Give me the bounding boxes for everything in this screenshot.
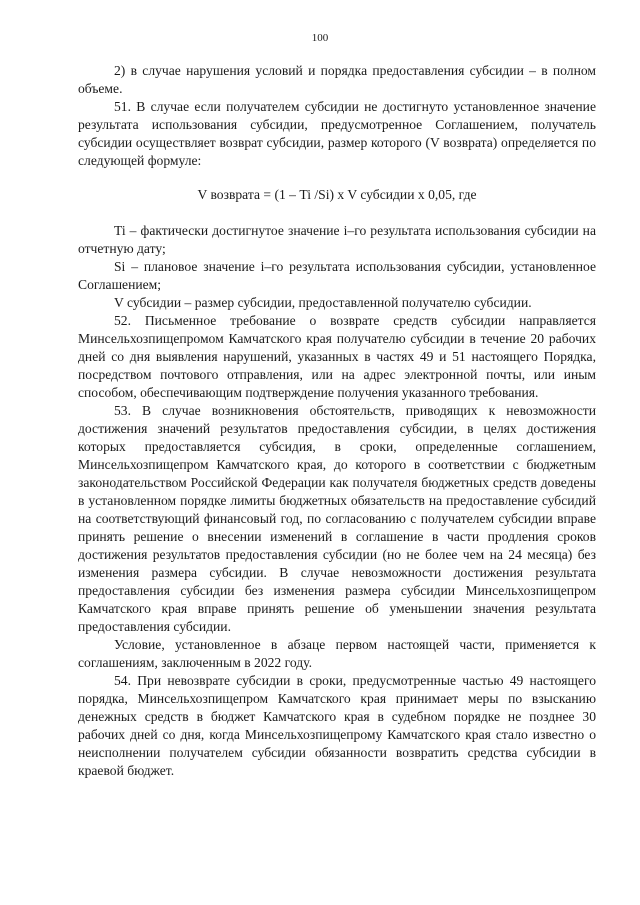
- paragraph-item-2: 2) в случае нарушения условий и порядка предоставления субсидии – в полном объеме.: [78, 63, 596, 96]
- definition-ti: Ti – фактически достигнутое значение i–го результата использования субсидии на отчетную дату;: [78, 223, 596, 256]
- definition-si: Si – плановое значение i–го результата использования субсидии, установленное Соглашением;: [78, 259, 596, 292]
- paragraph-53: 53. В случае возникновения обстоятельств, приводящих к невозможности достижения значений результатов предоставления субсидии, в целях достижения которых предоставляется субсидия, в сроки, определенные соглашением, Минсельхозпищепром Камчатского края, до которого в соответствии с бюджетным законодательством Российской Федерации как получателя бюджетных средств доведены в установленном порядке лимиты бюджетных обязательств на предоставление субсидий на соответствующий финансовый год, по согласованию с получателем субсидии вправе принять решение о внесении изменений в соглашение в части продления сроков достижения результатов предоставления субсидии (но не более чем на 24 месяца) без изменения размера субсидии. В случае невозможности достижения результата предоставления субсидии без изменения размера субсидии Минсельхозпищепром Камчатского края вправе принять решение об уменьшении значения результата предоставления субсидии.: [78, 403, 596, 634]
- document-body: [78, 62, 596, 780]
- definition-v-subsidy: V субсидии – размер субсидии, предоставленной получателю субсидии.: [114, 295, 532, 310]
- paragraph-52: 52. Письменное требование о возврате средств субсидии направляется Минсельхозпищепромом Камчатского края получателю субсидии в течение 20 рабочих дней со дня выявления нарушений, указанных в частях 49 и 51 настоящего Порядка, посредством почтового отправления, или на адрес электронной почты, или иным способом, обеспечивающим подтверждение получения указанного требования.: [78, 313, 596, 400]
- refund-formula: V возврата = (1 – Ti /Si) x V субсидии x 0,05, где: [197, 187, 477, 202]
- paragraph-53-condition: Условие, установленное в абзаце первом настоящей части, применяется к соглашениям, заключенным в 2022 году.: [78, 637, 596, 670]
- page-number: 100: [311, 32, 329, 44]
- paragraph-54: 54. При невозврате субсидии в сроки, предусмотренные частью 49 настоящего порядка, Минсельхозпищепром Камчатского края принимает меры по взысканию денежных средств в бюджет Камчатского края в судебном порядке не позднее 30 рабочих дней со дня, когда Минсельхозпищепрому Камчатского края стало известно о неисполнении получателем субсидии обязанности возвратить средства субсидии в краевой бюджет.: [78, 673, 596, 778]
- paragraph-51: 51. В случае если получателем субсидии не достигнуто установленное значение результата использования субсидии, предусмотренное Соглашением, получатель субсидии осуществляет возврат субсидии, размер которого (V возврата) определяется по следующей формуле:: [78, 99, 596, 168]
